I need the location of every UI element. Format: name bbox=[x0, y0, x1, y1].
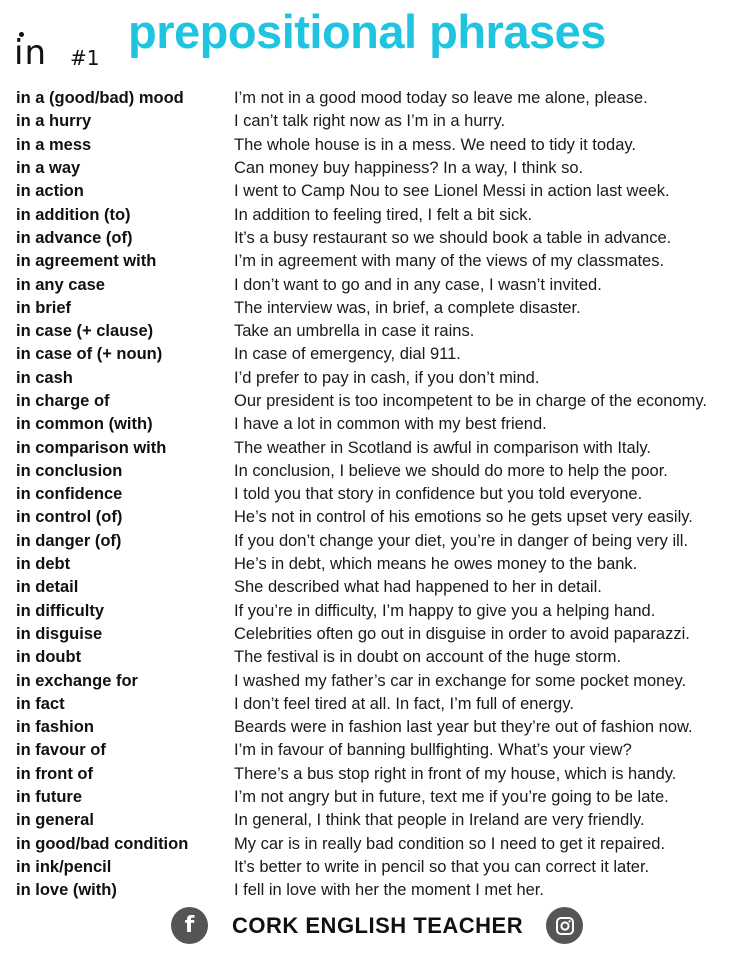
phrase-term: in exchange for bbox=[16, 671, 138, 690]
phrase-term: in a hurry bbox=[16, 112, 92, 131]
phrase-row bbox=[16, 856, 750, 879]
phrase-term: in detail bbox=[16, 578, 79, 597]
phrase-row bbox=[16, 390, 750, 413]
phrase-example: I fell in love with her the moment I met her. bbox=[234, 881, 544, 900]
phrase-term: in charge of bbox=[16, 392, 110, 410]
phrase-term: in action bbox=[16, 182, 84, 201]
phrase-term: in ink/pencil bbox=[16, 857, 112, 876]
phrase-row bbox=[16, 553, 750, 576]
phrase-example: I went to Camp Nou to see Lionel Messi in action last week. bbox=[234, 182, 670, 201]
phrase-term: in confidence bbox=[16, 485, 123, 504]
phrase-row bbox=[16, 134, 750, 157]
phrase-term: in addition (to) bbox=[16, 205, 131, 224]
handwritten-word: in bbox=[14, 33, 47, 73]
phrase-row bbox=[16, 763, 750, 786]
phrase-example: In addition to feeling tired, I felt a bit sick. bbox=[234, 205, 533, 224]
phrase-example: I can’t talk right now as I’m in a hurry. bbox=[234, 112, 506, 131]
phrase-example: It’s a busy restaurant so we should book a table in advance. bbox=[234, 228, 672, 247]
phrase-example: I’m not in a good mood today so leave me alone, please. bbox=[234, 89, 648, 108]
phrase-row bbox=[16, 250, 750, 273]
phrase-term: in favour of bbox=[16, 741, 106, 760]
phrase-example: My car is in really bad condition so I need to get it repaired. bbox=[234, 834, 666, 853]
phrase-term: in comparison with bbox=[16, 438, 167, 457]
phrase-term: in front of bbox=[16, 764, 93, 783]
phrase-term: in cash bbox=[16, 368, 73, 387]
phrase-example: I’m not angry but in future, text me if you’re going to be late. bbox=[234, 788, 669, 807]
phrase-term: in good/bad condition bbox=[16, 834, 189, 853]
phrase-term: in danger (of) bbox=[16, 531, 122, 550]
phrase-example: In case of emergency, dial 911. bbox=[234, 345, 461, 364]
phrase-row bbox=[16, 87, 750, 110]
phrase-row bbox=[16, 530, 750, 553]
phrase-row bbox=[16, 739, 750, 762]
phrase-row bbox=[16, 320, 750, 343]
phrase-term: in a mess bbox=[16, 135, 92, 154]
phrase-row bbox=[16, 460, 750, 483]
phrase-example: The weather in Scotland is awful in comparison with Italy. bbox=[234, 438, 651, 457]
phrase-term: in a way bbox=[16, 159, 81, 178]
phrase-example: He’s not in control of his emotions so he gets upset very easily. bbox=[234, 508, 693, 527]
phrase-term: in doubt bbox=[16, 648, 82, 667]
phrase-example: Our president is too incompetent to be in charge of the economy. bbox=[234, 392, 707, 410]
footer bbox=[0, 907, 754, 947]
phrase-row bbox=[16, 110, 750, 133]
phrase-example: I’d prefer to pay in cash, if you don’t mind. bbox=[234, 368, 540, 387]
phrase-term: in disguise bbox=[16, 624, 103, 643]
phrase-example: It’s better to write in pencil so that you can correct it later. bbox=[234, 857, 650, 876]
phrase-row bbox=[16, 809, 750, 832]
phrase-term: in debt bbox=[16, 555, 71, 574]
phrase-example: In conclusion, I believe we should do more to help the poor. bbox=[234, 461, 668, 480]
phrase-row bbox=[16, 693, 750, 716]
phrase-example: If you don’t change your diet, you’re in danger of being very ill. bbox=[234, 531, 689, 550]
phrase-row bbox=[16, 576, 750, 599]
facebook-icon[interactable]: f bbox=[171, 907, 208, 944]
phrase-term: in difficulty bbox=[16, 601, 104, 620]
phrase-example: I don’t feel tired at all. In fact, I’m full of energy. bbox=[234, 694, 574, 713]
phrase-example: I’m in agreement with many of the views of my classmates. bbox=[234, 252, 665, 271]
phrase-row bbox=[16, 413, 750, 436]
phrase-row bbox=[16, 506, 750, 529]
phrase-row bbox=[16, 623, 750, 646]
phrase-example: I don’t want to go and in any case, I wasn’t invited. bbox=[234, 275, 602, 294]
brand-name: CORK ENGLISH TEACHER bbox=[232, 913, 524, 938]
phrase-example: I have a lot in common with my best friend. bbox=[234, 415, 547, 434]
instagram-icon[interactable] bbox=[546, 907, 583, 944]
phrase-row bbox=[16, 203, 750, 226]
phrase-example: There’s a bus stop right in front of my house, which is handy. bbox=[234, 764, 677, 783]
phrase-row bbox=[16, 273, 750, 296]
phrase-term: in fact bbox=[16, 694, 65, 713]
phrase-term: in common (with) bbox=[16, 415, 153, 434]
phrase-example: I told you that story in confidence but you told everyone. bbox=[234, 485, 643, 504]
phrase-example: I washed my father’s car in exchange for some pocket money. bbox=[234, 671, 687, 690]
phrase-term: in a (good/bad) mood bbox=[16, 89, 184, 108]
phrase-row bbox=[16, 297, 750, 320]
phrase-term: in case (+ clause) bbox=[16, 322, 154, 341]
phrase-term: in case of (+ noun) bbox=[16, 345, 163, 364]
phrase-row bbox=[16, 483, 750, 506]
handwritten-number: #1 bbox=[70, 46, 100, 70]
phrase-term: in control (of) bbox=[16, 508, 123, 527]
phrase-example: In general, I think that people in Ireland are very friendly. bbox=[234, 811, 645, 830]
phrase-row bbox=[16, 833, 750, 856]
phrase-term: in fashion bbox=[16, 718, 94, 737]
phrase-example: The whole house is in a mess. We need to tidy it today. bbox=[234, 135, 637, 154]
phrase-row bbox=[16, 879, 750, 902]
phrase-list bbox=[16, 87, 750, 902]
phrase-row bbox=[16, 157, 750, 180]
phrase-example: Beards were in fashion last year but they’re out of fashion now. bbox=[234, 718, 693, 737]
phrase-row bbox=[16, 436, 750, 459]
phrase-term: in agreement with bbox=[16, 252, 157, 271]
phrase-row bbox=[16, 600, 750, 623]
phrase-example: Celebrities often go out in disguise in order to avoid paparazzi. bbox=[234, 624, 690, 643]
phrase-example: Can money buy happiness? In a way, I think so. bbox=[234, 159, 584, 178]
phrase-term: in advance (of) bbox=[16, 228, 133, 247]
phrase-term: in future bbox=[16, 788, 82, 807]
phrase-example: If you’re in difficulty, I’m happy to give you a helping hand. bbox=[234, 601, 656, 620]
phrase-example: He’s in debt, which means he owes money to the bank. bbox=[234, 555, 638, 574]
phrase-term: in love (with) bbox=[16, 881, 117, 900]
phrase-row bbox=[16, 227, 750, 250]
phrase-example: The festival is in doubt on account of the huge storm. bbox=[234, 648, 622, 667]
phrase-row bbox=[16, 180, 750, 203]
phrase-term: in any case bbox=[16, 275, 105, 294]
phrase-example: Take an umbrella in case it rains. bbox=[234, 322, 475, 341]
phrase-row bbox=[16, 669, 750, 692]
phrase-row bbox=[16, 786, 750, 809]
page-title: prepositional phrases bbox=[128, 5, 606, 58]
phrase-row bbox=[16, 343, 750, 366]
phrase-row bbox=[16, 646, 750, 669]
phrase-term: in general bbox=[16, 811, 94, 830]
phrase-term: in conclusion bbox=[16, 461, 123, 480]
phrase-example: The interview was, in brief, a complete disaster. bbox=[234, 298, 581, 317]
phrase-term: in brief bbox=[16, 298, 72, 317]
phrase-example: I’m in favour of banning bullfighting. What’s your view? bbox=[234, 741, 632, 760]
phrase-row bbox=[16, 716, 750, 739]
phrase-example: She described what had happened to her in detail. bbox=[234, 578, 602, 597]
phrase-row bbox=[16, 367, 750, 390]
